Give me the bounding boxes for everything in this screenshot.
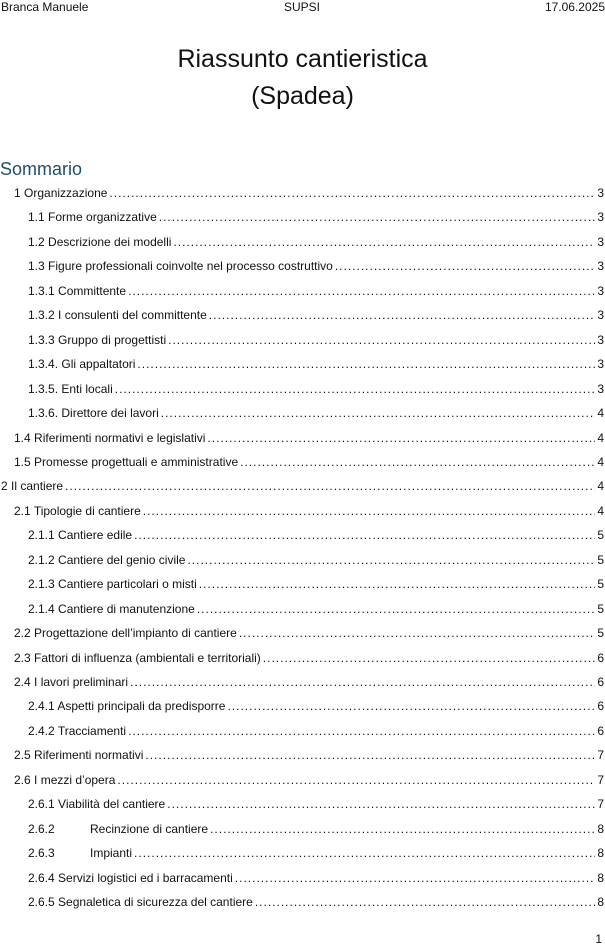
toc-entry-number: 2.3 (14, 650, 31, 665)
toc-entry-text: Cantiere edile (58, 528, 133, 543)
toc-entry-page: 6 (597, 675, 604, 689)
toc-entry-number: 2.5 (14, 748, 31, 763)
toc-entry-label (28, 895, 253, 909)
toc-entry-number: 2.4.1 (28, 699, 55, 714)
toc-entry-label (1, 479, 63, 493)
toc-leader-dots (167, 797, 595, 811)
toc-entry-label (14, 186, 107, 200)
toc-entry-number: 1.4 (14, 430, 31, 445)
toc-leader-dots (137, 357, 595, 371)
toc-entry-number: 2.4.2 (28, 723, 55, 738)
toc-leader-dots (255, 895, 595, 909)
toc-entry-number: 1.3.1 (28, 283, 55, 298)
toc-entry-number: 2.1.3 (28, 577, 55, 592)
toc-entry-label (14, 748, 143, 762)
toc-entry[interactable] (28, 254, 604, 278)
toc-entry-text: Promesse progettuali e amministrative (34, 454, 239, 469)
toc-leader-dots (235, 871, 596, 885)
toc-leader-dots (145, 748, 595, 762)
toc-entry[interactable] (28, 352, 604, 376)
toc-entry-label (14, 675, 128, 689)
toc-entry-page: 4 (597, 503, 604, 518)
toc-entry-number: 1.3.5. (28, 381, 59, 396)
toc-entry[interactable] (28, 890, 604, 914)
toc-entry-number: 1.3.4. (28, 357, 59, 372)
toc-entry-text: Figure professionali coinvolte nel processo costruttivo (48, 259, 333, 274)
toc-entry-text: Gruppo di progettisti (58, 332, 167, 347)
toc-leader-dots (335, 259, 595, 273)
toc-entry-label (14, 773, 115, 787)
toc-entry[interactable] (1, 474, 604, 498)
toc-entry-label (28, 797, 165, 811)
toc-entry-page: 6 (597, 699, 604, 714)
toc-entry[interactable] (14, 621, 604, 645)
toc-entry-number: 2.4 (14, 675, 31, 689)
toc-entry-number: 2.6 (14, 772, 31, 787)
toc-entry-page: 5 (597, 552, 604, 567)
toc-entry-text: I mezzi d’opera (34, 772, 116, 787)
toc-entry-text: Progettazione dell’impianto di cantiere (34, 626, 237, 641)
toc-entry-label (28, 259, 333, 273)
toc-entry-text: Descrizione dei modelli (48, 234, 172, 249)
toc-entry-number: 2.6.2 (28, 821, 55, 836)
toc-leader-dots (199, 577, 596, 591)
toc-entry[interactable] (14, 743, 604, 767)
toc-entry[interactable] (14, 499, 604, 523)
toc-entry-page: 4 (597, 406, 604, 421)
toc-entry-page: 6 (597, 650, 604, 665)
toc-entry-text: Servizi logistici ed i barracamenti (58, 870, 233, 885)
toc-leader-dots (134, 528, 595, 542)
toc-heading: Sommario (0, 159, 83, 179)
toc-entry-text: Gli appaltatori (61, 357, 136, 372)
toc-entry[interactable] (28, 572, 604, 596)
toc-leader-dots (115, 382, 596, 396)
header-date: 17.06.2025 (544, 0, 605, 14)
toc-entry-page: 5 (597, 577, 604, 592)
toc-leader-dots (197, 602, 596, 616)
toc-entry-number: 2.6.4 (28, 870, 55, 885)
toc-entry-number: 1.3.2 (28, 308, 55, 323)
page-number: 1 (595, 932, 602, 946)
toc-entry[interactable] (28, 328, 604, 352)
toc-leader-dots (263, 651, 596, 665)
toc-entry-page: 7 (597, 772, 604, 787)
toc-entry-number: 1.5 (14, 454, 31, 469)
toc-entry-page: 3 (597, 308, 604, 323)
toc-leader-dots (143, 504, 596, 518)
toc-entry-page: 3 (597, 210, 604, 225)
toc-entry[interactable] (14, 646, 604, 670)
toc-leader-dots (161, 406, 596, 420)
toc-entry[interactable] (28, 841, 604, 865)
toc-entry-number: 2.1.2 (28, 552, 55, 567)
toc-entry-text: Tipologie di cantiere (33, 503, 141, 518)
toc-entry-label (28, 822, 208, 836)
toc-entry-label (28, 724, 126, 738)
toc-entry-page: 5 (597, 626, 604, 641)
toc-entry-text: I consulenti del committente (58, 308, 207, 323)
toc-entry-number: 2.6.5 (28, 895, 55, 910)
toc-entry[interactable] (28, 866, 604, 890)
toc-leader-dots (130, 675, 595, 689)
toc-entry-text: Cantiere del genio civile (58, 552, 186, 567)
toc-entry-label (28, 871, 233, 885)
toc-entry-text: Enti locali (61, 381, 113, 396)
toc-entry-number: 2.1 (14, 503, 31, 518)
toc-entry-page: 3 (597, 259, 604, 274)
toc-entry-page: 3 (597, 357, 604, 372)
toc-leader-dots (239, 626, 595, 640)
toc-entry-label (14, 455, 238, 469)
document-subtitle: (Spadea) (251, 82, 354, 110)
toc-entry-label (28, 846, 132, 860)
toc-entry-number: 2.1.4 (28, 601, 55, 616)
toc-entry-number: 2 (1, 479, 8, 494)
toc-entry-label (28, 699, 225, 713)
toc-entry-page: 3 (597, 234, 604, 249)
toc-entry-label (28, 333, 166, 347)
toc-entry-label (28, 406, 159, 420)
toc-entry-number: 1.3 (28, 259, 45, 274)
toc-leader-dots (227, 699, 595, 713)
toc-entry-number: 2.2 (14, 626, 31, 641)
toc-entry-number: 1 (14, 186, 21, 200)
toc-entry[interactable] (28, 230, 604, 254)
document-title: Riassunto cantieristica (177, 45, 428, 73)
toc-entry-text: Aspetti principali da predisporre (57, 699, 226, 714)
toc-entry-text: Fattori di influenza (ambientali e territoriali) (34, 650, 261, 665)
toc-leader-dots (207, 431, 595, 445)
toc-entry-number: 1.1 (28, 210, 45, 225)
toc-entry-page: 7 (597, 748, 604, 763)
toc-entry-page: 4 (597, 454, 604, 469)
toc-entry-label (28, 284, 126, 298)
toc-entry-text: Direttore dei lavori (61, 406, 159, 421)
header-school: SUPSI (284, 0, 321, 14)
toc-entry[interactable] (28, 303, 604, 327)
toc-entry-page: 3 (597, 381, 604, 396)
toc-entry[interactable] (28, 377, 604, 401)
toc-entry[interactable] (28, 205, 604, 229)
toc-entry-label (28, 382, 113, 396)
toc-leader-dots (109, 186, 595, 200)
toc-entry-text: Tracciamenti (57, 723, 127, 738)
toc-entry-page: 4 (597, 479, 604, 494)
toc-entry-page: 5 (597, 528, 604, 543)
toc-entry-number: 1.3.3 (28, 332, 55, 347)
toc-entry[interactable] (14, 670, 604, 694)
toc-leader-dots (209, 308, 596, 322)
toc-entry[interactable] (28, 401, 604, 425)
toc-entry-text: Cantiere particolari o misti (58, 577, 197, 592)
toc-leader-dots (128, 284, 595, 298)
toc-entry-text: Impianti (90, 846, 133, 861)
toc-entry-page: 8 (597, 895, 604, 910)
toc-entry-label (28, 357, 135, 371)
toc-leader-dots (128, 724, 595, 738)
toc-leader-dots (240, 455, 595, 469)
toc-entry-number: 2.6.1 (28, 797, 55, 812)
toc-entry-text: Segnaletica di sicurezza del cantiere (58, 895, 253, 910)
toc-entry-label (28, 553, 185, 567)
toc-entry-number: 2.6.3 (28, 846, 55, 861)
toc-entry[interactable] (14, 426, 604, 450)
toc-entry-label (14, 431, 205, 445)
toc-entry-text: Il cantiere (11, 479, 64, 494)
toc-leader-dots (168, 333, 595, 347)
toc-entry-label (28, 308, 207, 322)
toc-entry[interactable] (14, 450, 604, 474)
toc-entry-label (14, 626, 237, 640)
toc-entry[interactable] (28, 523, 604, 547)
toc-entry[interactable] (14, 768, 604, 792)
toc-entry-page: 7 (597, 797, 604, 812)
toc-entry-page: 8 (597, 821, 604, 836)
toc-entry[interactable] (28, 792, 604, 816)
toc-entry-number: 2.1.1 (28, 528, 55, 543)
toc-leader-dots (210, 822, 595, 836)
toc-leader-dots (187, 553, 595, 567)
toc-entry-label (28, 577, 197, 591)
toc-entry[interactable] (28, 597, 604, 621)
toc-entry-text: I lavori preliminari (34, 675, 129, 689)
toc-entry-page: 3 (597, 186, 604, 200)
toc-entry-text: Forme organizzative (48, 210, 157, 225)
toc-entry[interactable] (14, 181, 604, 205)
toc-entry-label (28, 235, 171, 249)
toc-leader-dots (159, 210, 596, 224)
toc-entry-page: 4 (597, 430, 604, 445)
toc-entry-label (28, 528, 132, 542)
page-header (0, 0, 605, 14)
toc-entry-label (28, 602, 195, 616)
toc-entry-text: Recinzione di cantiere (90, 821, 209, 836)
toc-entry-label (14, 651, 261, 665)
toc-entry-page: 8 (597, 870, 604, 885)
toc-leader-dots (173, 235, 595, 249)
toc-leader-dots (117, 773, 595, 787)
toc-entry-page: 3 (597, 332, 604, 347)
toc-leader-dots (134, 846, 595, 860)
toc-leader-dots (65, 479, 595, 493)
toc-entry-text: Committente (58, 283, 127, 298)
toc-entry-text: Riferimenti normativi (34, 748, 144, 763)
toc-entry-page: 3 (597, 283, 604, 298)
toc-entry-text: Organizzazione (24, 186, 108, 200)
toc-entry-page: 6 (597, 723, 604, 738)
toc-entry[interactable] (28, 279, 604, 303)
toc-entry-text: Cantiere di manutenzione (58, 601, 195, 616)
toc-entry-text: Riferimenti normativi e legislativi (34, 430, 206, 445)
toc-entry-page: 5 (597, 601, 604, 616)
toc-entry-page: 8 (597, 846, 604, 861)
toc-entry-label (28, 210, 157, 224)
toc-entry[interactable] (28, 719, 604, 743)
toc-entry[interactable] (28, 817, 604, 841)
toc-entry[interactable] (28, 694, 604, 718)
toc-entry-label (14, 504, 141, 518)
toc-entry[interactable] (28, 548, 604, 572)
header-author: Branca Manuele (1, 0, 89, 14)
toc-entry-text: Viabilità del cantiere (58, 797, 166, 812)
toc-entry-number: 1.2 (28, 234, 45, 249)
toc-entry-number: 1.3.6. (28, 406, 59, 421)
